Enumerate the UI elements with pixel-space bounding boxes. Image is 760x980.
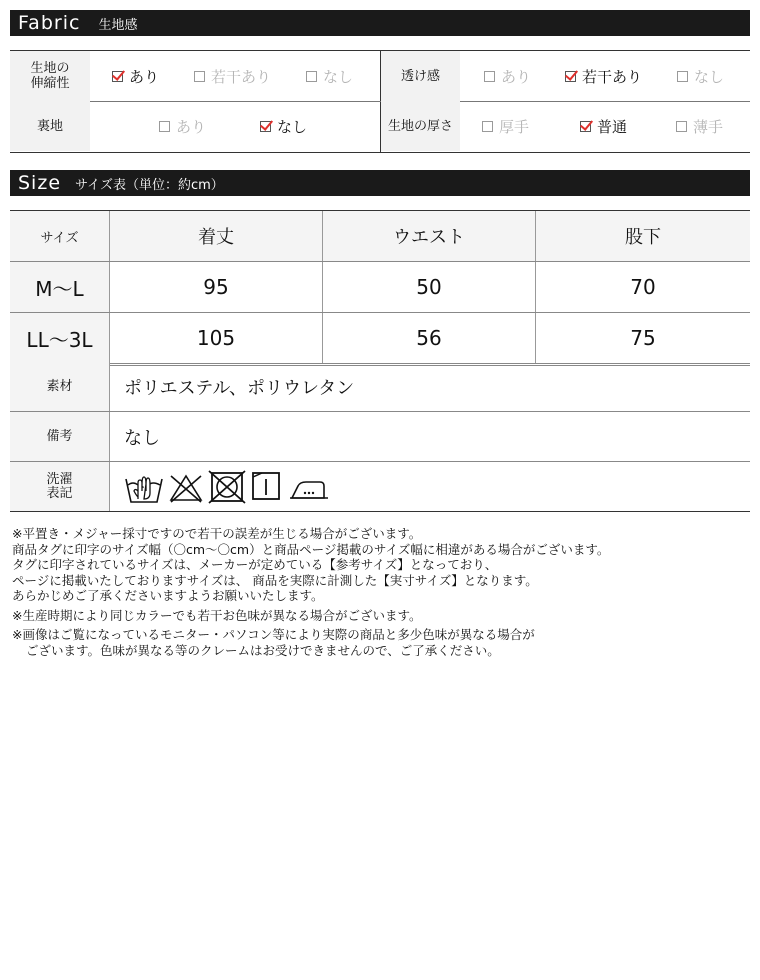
- stretch-option-slight: 若干あり: [194, 51, 271, 101]
- no-tumble-dry-icon: [208, 470, 246, 504]
- stretch-label: 生地の 伸縮性: [10, 51, 90, 101]
- transparency-option-no: なし: [677, 51, 724, 101]
- note-line: あらかじめご了承くださいますようお願いいたします。: [12, 588, 324, 603]
- checkbox-checked-icon: [112, 71, 123, 82]
- size-name-cell: M〜L: [10, 262, 110, 312]
- note-line: タグに印字されているサイズは、メーカーが定めている【参考サイズ】となっており、: [12, 557, 498, 572]
- length-cell: 105: [110, 313, 323, 363]
- checkbox-icon: [677, 71, 688, 82]
- note-line: ございます。色味が異なる等のクレームはお受けできませんので、ご了承ください。: [26, 642, 500, 658]
- size-name-cell: LL〜3L: [10, 313, 110, 363]
- lining-option-yes: あり: [159, 101, 206, 151]
- checkbox-icon: [306, 71, 317, 82]
- stretch-option-no: なし: [306, 51, 353, 101]
- remarks-label: 備考: [10, 412, 110, 461]
- care-icons: [124, 469, 330, 505]
- checkbox-icon: [482, 121, 493, 132]
- no-bleach-icon: [168, 470, 204, 504]
- size-table: [10, 210, 750, 366]
- size-header-en: Size: [18, 172, 62, 194]
- transparency-option-slight: 若干あり: [565, 51, 642, 101]
- column-header-waist: ウエスト: [323, 211, 536, 261]
- material-row: [10, 362, 750, 412]
- note-line: ※画像はご覧になっているモニター・パソコン等により実際の商品と多少色味が異なる場合が: [12, 627, 535, 642]
- transparency-option-yes: あり: [484, 51, 531, 101]
- checkbox-checked-icon: [260, 121, 271, 132]
- care-row: [10, 462, 750, 512]
- waist-cell: 50: [323, 262, 536, 312]
- lining-option-no: なし: [260, 101, 307, 151]
- stretch-option-yes: あり: [112, 51, 159, 101]
- material-label: 素材: [10, 362, 110, 411]
- hand-wash-icon: [124, 469, 164, 505]
- column-header-inseam: 股下: [625, 227, 661, 248]
- length-cell: 95: [110, 262, 323, 312]
- thickness-label: 生地の厚さ: [381, 101, 460, 151]
- table-row: [10, 262, 750, 313]
- thickness-option-thick: 厚手: [482, 101, 529, 151]
- line-dry-icon: [250, 470, 284, 504]
- size-table-header-row: [10, 210, 750, 262]
- fabric-table: [10, 50, 750, 153]
- iron-low-icon: [288, 470, 330, 504]
- care-label: 洗濯 表記: [10, 462, 110, 511]
- fabric-row: [10, 101, 750, 151]
- note-line: ※生産時期により同じカラーでも若干お色味が異なる場合がございます。: [12, 607, 422, 623]
- checkbox-icon: [159, 121, 170, 132]
- notes: [12, 526, 752, 658]
- column-header-length: 着丈: [110, 211, 323, 261]
- size-header-ja: サイズ表（単位：約cm）: [75, 177, 224, 193]
- note-line: 商品タグに印字のサイズ幅（〇cm〜〇cm）と商品ページ掲載のサイズ幅に相違がある場合がございます。: [12, 541, 610, 557]
- inseam-cell: 70: [630, 275, 656, 299]
- checkbox-icon: [484, 71, 495, 82]
- checkbox-icon: [194, 71, 205, 82]
- fabric-header-en: Fabric: [18, 12, 81, 34]
- size-section-header: [10, 170, 750, 196]
- remarks-value: なし: [124, 427, 160, 449]
- info-table: [10, 362, 750, 512]
- note-line: ※平置き・メジャー採寸ですので若干の誤差が生じる場合がございます。: [12, 526, 422, 541]
- fabric-row: [10, 51, 750, 102]
- thickness-option-thin: 薄手: [676, 101, 723, 151]
- remarks-row: [10, 412, 750, 462]
- care-icons-cell: [110, 462, 750, 511]
- table-row: [10, 313, 750, 366]
- column-header-size: サイズ: [10, 211, 110, 261]
- transparency-label: 透け感: [381, 51, 460, 101]
- lining-label: 裏地: [10, 101, 90, 151]
- waist-cell: 56: [323, 313, 536, 363]
- fabric-header-ja: 生地感: [98, 17, 138, 33]
- note-line: ページに掲載いたしておりますサイズは、 商品を実際に計測した【実寸サイズ】となります。: [12, 572, 538, 588]
- fabric-section-header: [10, 10, 750, 36]
- checkbox-checked-icon: [565, 71, 576, 82]
- inseam-cell: 75: [630, 326, 656, 350]
- checkbox-checked-icon: [580, 121, 591, 132]
- checkbox-icon: [676, 121, 687, 132]
- material-value: ポリエステル、ポリウレタン: [124, 377, 355, 399]
- thickness-option-normal: 普通: [580, 101, 627, 151]
